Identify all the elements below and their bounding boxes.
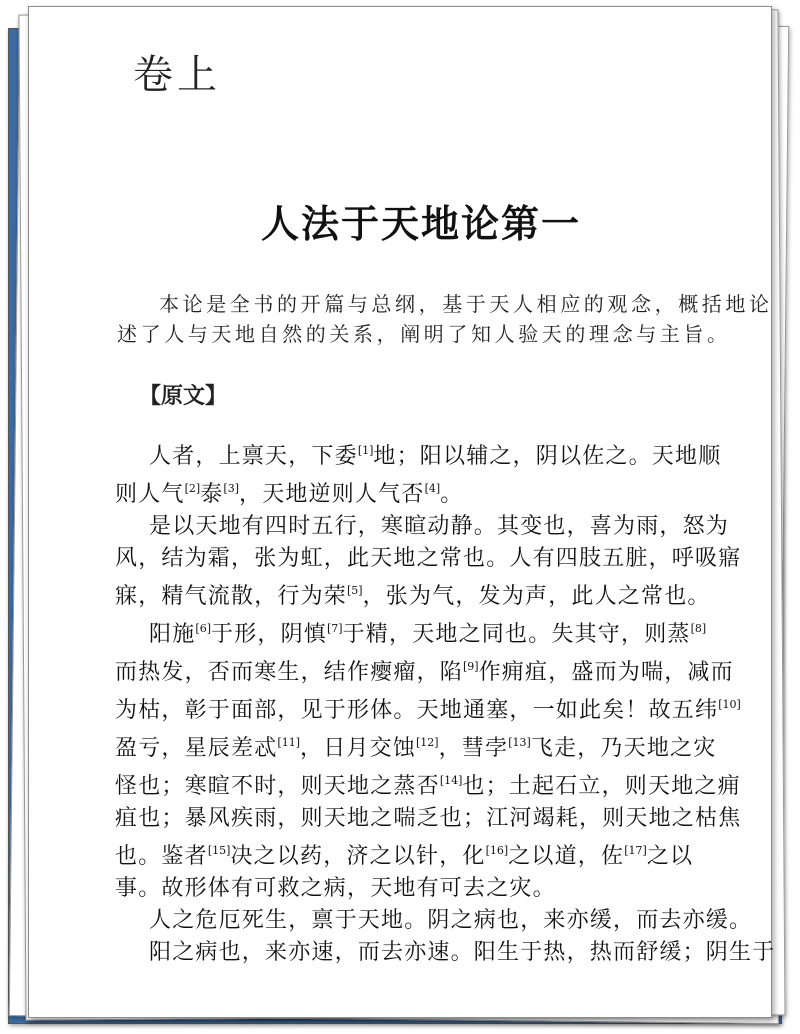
summary-line: 本论是全书的开篇与总纲，基于天人相应的观念，概括地论 [159,292,773,316]
footnote-marker: [15] [207,844,231,857]
text-segment: 阳施 [149,622,196,647]
text-segment: 盈亏，星辰差忒 [115,736,278,761]
text-segment: 是以天地有四时五行，寒暄动静。其变也，喜为雨，怒为 [149,514,730,539]
text-line [115,689,741,727]
footnote-marker: [17] [624,844,647,857]
section-label-original-text: 【原文】 [139,383,228,409]
footnote-marker: [7] [327,622,343,635]
text-segment: 之以道，佐 [508,844,625,869]
text-segment: 于形，阴慎 [211,622,328,647]
text-line [115,765,741,803]
text-line [115,543,742,575]
text-segment: ，天地逆则人气否 [239,482,425,507]
text-segment: 泰 [200,482,224,507]
text-line [115,651,734,689]
text-line [115,473,715,511]
text-segment: 疽也；暴风疾雨，则天地之喘乏也；江河竭耗，则天地之枯焦 [115,806,742,831]
text-segment: 阳之病也，来亦速，而去亦速。阳生于热，热而舒缓；阴生于 [149,940,776,965]
text-segment: 而热发，否而寒生，结作瘿瘤，陷 [115,660,464,685]
footnote-marker: [6] [195,622,211,635]
text-line [115,905,753,937]
text-segment: 人者，上禀天，下委 [149,444,358,469]
text-segment: 人之危厄死生，禀于天地。阴之病也，来亦缓，而去亦缓。 [149,908,753,933]
text-segment: 则人气 [115,482,185,507]
footnote-marker: [9] [463,660,479,673]
chapter-title: 人法于天地论第一 [261,201,582,246]
text-segment: 为枯，彰于面部，见于形体。天地通塞，一如此矣！故五纬 [115,698,719,723]
text-segment: ，彗孛 [438,736,509,761]
text-line [115,803,742,835]
footnote-marker: [10] [718,698,741,711]
book-page [28,6,776,1018]
footnote-marker: [14] [439,774,463,787]
text-segment: 之以 [646,844,694,869]
text-segment: 于精，天地之同也。失其守，则蒸 [342,622,691,647]
footnote-marker: [1] [357,444,374,457]
text-segment: 寐，精气流散，行为荣 [115,584,348,609]
volume-title: 卷上 [133,52,221,98]
text-line [115,511,730,543]
text-segment: 地；阳以辅之，阴以佐之。天地顺 [373,444,722,469]
text-segment: 也。鉴者 [115,844,208,869]
text-segment: 事。故形体有可救之病，天地有可去之灾。 [115,876,556,901]
text-line [115,575,715,613]
footnote-marker: [2] [184,482,201,495]
summary-line: 述了人与天地自然的关系，阐明了知人验天的理念与主旨。 [117,322,731,346]
text-segment: 怪也；寒暄不时，则天地之蒸否 [115,774,440,799]
footnote-marker: [8] [690,622,707,635]
text-segment: 飞走，乃天地之灾 [530,736,717,761]
text-segment: ，张为气，发为声，此人之常也。 [362,584,711,609]
footnote-marker: [3] [223,482,239,495]
text-segment: 也；土起石立，则天地之痈 [462,774,741,799]
footnote-marker: [16] [485,844,509,857]
footnote-marker: [11] [277,736,300,749]
footnote-marker: [12] [416,736,439,749]
text-segment: 风，结为霜，张为虹，此天地之常也。人有四肢五脏，呼吸寤 [115,546,742,571]
text-line [115,937,776,969]
text-line [115,435,722,473]
text-line [115,613,715,651]
footnote-marker: [4] [424,482,441,495]
text-segment: 决之以药，济之以针，化 [230,844,486,869]
original-text-body [115,435,776,969]
text-line [115,873,715,905]
text-line [115,835,715,873]
text-segment: 作痈疽，盛而为喘，减而 [478,660,734,685]
chapter-summary [117,289,773,349]
text-segment: 。 [440,482,464,507]
footnote-marker: [5] [347,584,363,597]
footnote-marker: [13] [508,736,531,749]
text-segment: ，日月交蚀 [300,736,417,761]
text-line [115,727,715,765]
